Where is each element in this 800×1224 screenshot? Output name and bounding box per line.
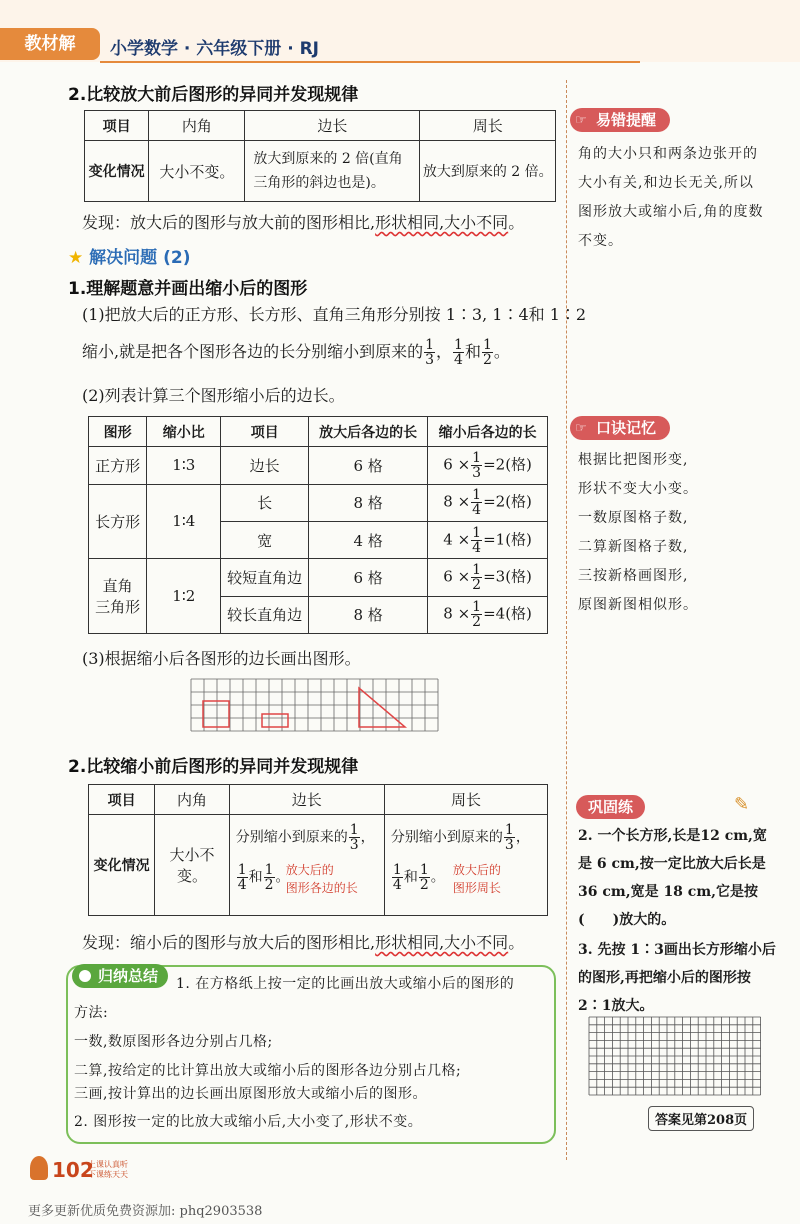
compare-table bbox=[88, 784, 548, 916]
step1-text: 缩小,就是把各个图形各边的长分别缩小到原来的 bbox=[82, 342, 424, 361]
table-cell: 6 格 bbox=[309, 447, 428, 484]
section-heading-enlarge: 2.比较放大前后图形的异同并发现规律 bbox=[68, 85, 359, 105]
fraction: $\frac{1}{3}$ bbox=[425, 337, 435, 368]
annotation-side: 放大后的 图形各边的长 bbox=[285, 863, 358, 895]
table-header: 周长 bbox=[384, 785, 547, 815]
side-cell: 分别缩小到原来的 $\frac{1}{3}$ ， $\frac{1}{4}$ 和 $\frac{1}{2}$ 。 放大后的 图形各边的长 bbox=[229, 815, 384, 916]
table-header: 缩小后各边的长 bbox=[428, 417, 548, 447]
summary-line: 一数,数原图形各边分别占几格; bbox=[74, 1034, 273, 1050]
table-header: 项目 bbox=[221, 417, 309, 447]
summary-line: 1. 在方格纸上按一定的比画出放大或缩小后的图形的 bbox=[176, 976, 515, 992]
section-heading-shrink: 1.理解题意并画出缩小后的图形 bbox=[68, 279, 308, 299]
table-cell: 大小不变。 bbox=[155, 815, 229, 916]
section-heading-compare: 2.比较缩小前后图形的异同并发现规律 bbox=[68, 757, 359, 777]
rhyme-tag: 口诀记忆 bbox=[570, 416, 670, 440]
shrunk-rectangle bbox=[262, 714, 288, 727]
footer-motto: 上课认真听 下课练天天 bbox=[88, 1160, 128, 1179]
table-header: 边长 bbox=[229, 785, 384, 815]
table-cell: 1∶4 bbox=[147, 484, 221, 559]
step1-line2: 缩小,就是把各个图形各边的长分别缩小到原来的 $\frac{1}{3}$ ， $\frac{1}{4}$ 和 $\frac{1}{2}$ 。 bbox=[82, 337, 510, 368]
table-cell: 正方形 bbox=[89, 447, 147, 484]
footer-note: 更多更新优质免费资源加: phq2903538 bbox=[28, 1204, 263, 1219]
shrink-grid-figure bbox=[190, 678, 444, 740]
practice-tag: 巩固练 bbox=[576, 795, 645, 819]
summary-line: 二算,按给定的比计算出放大或缩小后的图形各边分别占几格; bbox=[74, 1063, 462, 1079]
table-cell: 大小不变。 bbox=[149, 141, 245, 202]
shrink-table bbox=[88, 416, 548, 634]
table-cell: 8 格 bbox=[309, 596, 428, 633]
finding-enlarge bbox=[82, 212, 524, 234]
summary-line: 三画,按计算出的边长画出原图形放大或缩小后的图形。 bbox=[74, 1086, 427, 1102]
table-cell: 1∶2 bbox=[147, 559, 221, 634]
table-cell: 较长直角边 bbox=[221, 596, 309, 633]
summary-line: 方法: bbox=[74, 1005, 109, 1021]
practice-q2: 2. 一个长方形,长是12 cm,宽 是 6 cm,按一定比放大后长是 36 cm,宽是 18 cm,它是按 ( )放大的。 bbox=[578, 828, 767, 928]
header-tag: 教材解 bbox=[0, 28, 100, 60]
step1-line1: (1)把放大后的正方形、长方形、直角三角形分别按 1∶3, 1∶4和 1∶2 bbox=[82, 305, 587, 324]
table-cell: 4 格 bbox=[309, 521, 428, 558]
pencil-icon: ✎ bbox=[734, 794, 750, 815]
shrunk-triangle bbox=[359, 688, 405, 727]
table-cell: 较短直角边 bbox=[221, 559, 309, 596]
table-header: 内角 bbox=[149, 111, 245, 141]
hand-pointer-icon: ☞ bbox=[575, 421, 587, 436]
step3: (3)根据缩小后各图形的边长画出图形。 bbox=[82, 649, 361, 668]
calc-cell: 8 × $\frac{1}{2}$ =4(格) bbox=[428, 596, 548, 633]
practice-grid bbox=[588, 1016, 764, 1096]
practice-q3: 3. 先按 1∶3画出长方形缩小后 的图形,再把缩小后的图形按 2∶1放大。 bbox=[578, 942, 776, 1014]
table-cell: 放大到原来的 2 倍。 bbox=[420, 141, 556, 202]
perimeter-cell: 分别缩小到原来的 $\frac{1}{3}$ ， $\frac{1}{4}$ 和 $\frac{1}{2}$ 。 放大后的 图形周长 bbox=[384, 815, 547, 916]
annotation-perimeter: 放大后的 图形周长 bbox=[452, 863, 501, 895]
table-cell: 直角 三角形 bbox=[89, 559, 147, 634]
table-cell: 长 bbox=[221, 484, 309, 521]
rhyme-text: 根据比把图形变, 形状不变大小变。 一数原图格子数, 二算新图格子数, 三按新格画图形, 原图新图相似形。 bbox=[578, 452, 698, 613]
row-label: 变化情况 bbox=[89, 815, 155, 916]
step2: (2)列表计算三个图形缩小后的边长。 bbox=[82, 386, 345, 405]
table-header: 周长 bbox=[420, 111, 556, 141]
table-cell: 宽 bbox=[221, 521, 309, 558]
mistake-text: 角的大小只和两条边张开的 大小有关,和边长无关,所以 图形放大或缩小后,角的度数 不变。 bbox=[578, 146, 764, 249]
finding-text: 发现：放大后的图形与放大前的图形相比, bbox=[82, 213, 376, 232]
table-header: 项目 bbox=[89, 785, 155, 815]
finding-compare: 发现：缩小后的图形与放大后的图形相比,形状相同,大小不同。 bbox=[82, 933, 525, 952]
column-divider bbox=[566, 80, 567, 1160]
table-cell: 6 格 bbox=[309, 559, 428, 596]
table-cell: 1∶3 bbox=[147, 447, 221, 484]
header-rule bbox=[100, 61, 640, 63]
table-header: 边长 bbox=[245, 111, 420, 141]
finding-underlined: 形状相同,大小不同 bbox=[375, 213, 509, 232]
answer-reference: 答案见第208页 bbox=[648, 1106, 754, 1131]
target-icon bbox=[77, 968, 93, 984]
mascot-icon bbox=[30, 1156, 48, 1180]
finding-underlined: 形状相同,大小不同 bbox=[375, 933, 509, 952]
table-cell: 8 格 bbox=[309, 484, 428, 521]
calc-cell: 4 × $\frac{1}{4}$ =1(格) bbox=[428, 521, 548, 558]
table-cell bbox=[245, 141, 420, 202]
calc-cell: 6 × $\frac{1}{3}$ =2(格) bbox=[428, 447, 548, 484]
table-header: 放大后各边的长 bbox=[309, 417, 428, 447]
header-title: 小学数学 · 六年级下册 · RJ bbox=[110, 39, 320, 59]
fraction: $\frac{1}{2}$ bbox=[482, 337, 492, 368]
summary-line: 2. 图形按一定的比放大或缩小后,大小变了,形状不变。 bbox=[74, 1114, 423, 1130]
solve-heading-text: 解决问题 (2) bbox=[89, 248, 191, 268]
page-number: 102 bbox=[52, 1158, 94, 1182]
table-header: 内角 bbox=[155, 785, 229, 815]
solve-heading bbox=[68, 243, 190, 268]
fraction: $\frac{1}{4}$ bbox=[454, 337, 463, 368]
table-header: 项目 bbox=[85, 111, 149, 141]
calc-cell: 8 × $\frac{1}{4}$ =2(格) bbox=[428, 484, 548, 521]
finding-suffix: 。 bbox=[508, 213, 525, 232]
summary-tag: 归纳总结 bbox=[72, 964, 168, 988]
table-header: 图形 bbox=[89, 417, 147, 447]
star-icon: ★ bbox=[68, 248, 84, 268]
mistake-tag: 易错提醒 bbox=[570, 108, 670, 132]
table-cell: 边长 bbox=[221, 447, 309, 484]
table-cell: 长方形 bbox=[89, 484, 147, 559]
cell-line: 放大到原来的 2 倍(直角 bbox=[253, 151, 403, 167]
calc-cell: 6 × $\frac{1}{2}$ =3(格) bbox=[428, 559, 548, 596]
table-header: 缩小比 bbox=[147, 417, 221, 447]
row-label: 变化情况 bbox=[85, 141, 149, 202]
hand-pointer-icon: ☞ bbox=[575, 113, 587, 128]
enlarge-table bbox=[84, 110, 556, 202]
cell-line: 三角形的斜边也是)。 bbox=[253, 175, 385, 191]
